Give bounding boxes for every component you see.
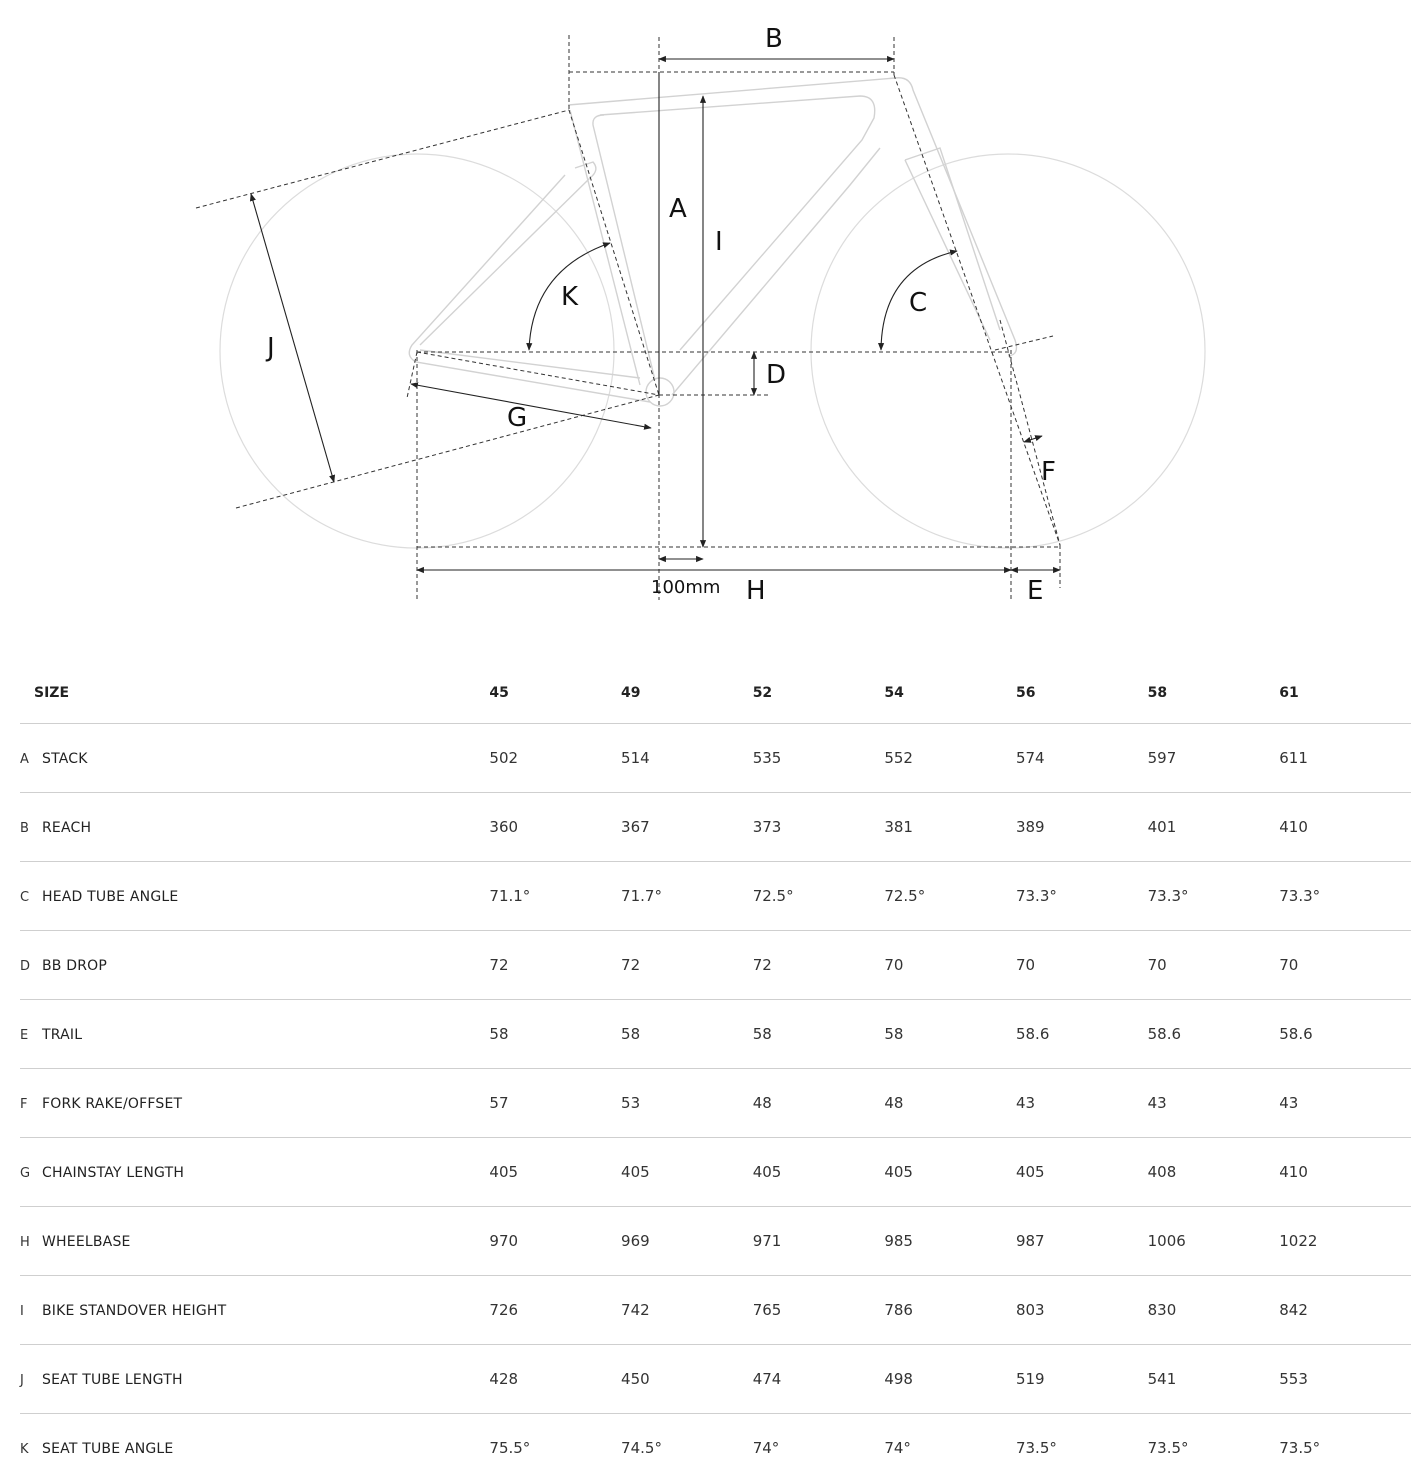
table-cell: 43 <box>1016 1069 1148 1138</box>
table-cell: 58.6 <box>1148 1000 1280 1069</box>
table-cell: 803 <box>1016 1276 1148 1345</box>
label-d: D <box>766 360 787 390</box>
label-f: F <box>1041 457 1056 487</box>
table-cell: 726 <box>489 1276 621 1345</box>
table-cell: 405 <box>489 1138 621 1207</box>
bike-frame <box>409 78 1016 406</box>
label-k: K <box>561 282 579 312</box>
table-cell: 53 <box>621 1069 753 1138</box>
table-cell: 410 <box>1279 793 1411 862</box>
table-cell: 73.5° <box>1015 1439 1057 1457</box>
table-cell: 535 <box>753 724 885 793</box>
table-cell: 373 <box>753 793 885 862</box>
row-letter: I <box>20 1304 24 1319</box>
offset-note: 100mm <box>651 577 721 598</box>
table-cell: 70 <box>1016 931 1148 1000</box>
table-cell: 389 <box>1016 793 1148 862</box>
label-a: A <box>669 194 687 224</box>
table-cell: 367 <box>621 793 753 862</box>
table-cell: 842 <box>1279 1276 1411 1345</box>
row-label <box>20 862 489 931</box>
size-col-header: 56 <box>1016 662 1148 724</box>
table-cell: 765 <box>753 1276 885 1345</box>
row-label <box>20 793 489 862</box>
table-row <box>20 931 1411 1000</box>
label-g: G <box>507 403 528 433</box>
row-letter: G <box>20 1166 31 1181</box>
table-cell: 74° <box>884 1439 911 1457</box>
row-name: SEAT TUBE LENGTH <box>42 1372 183 1388</box>
table-row <box>20 862 1411 931</box>
table-cell: 541 <box>1148 1345 1280 1414</box>
table-cell: 71.7° <box>621 862 753 931</box>
table-cell: 597 <box>1148 724 1280 793</box>
size-col-header: 61 <box>1279 662 1411 724</box>
row-name: BB DROP <box>42 958 108 974</box>
table-cell: 58.6 <box>1016 1000 1148 1069</box>
table-cell: 72 <box>753 931 885 1000</box>
table-cell: 830 <box>1148 1276 1280 1345</box>
table-cell: 969 <box>621 1207 753 1276</box>
table-cell: 58 <box>621 1000 753 1069</box>
table-row <box>20 1414 1411 1482</box>
table-cell: 72 <box>489 931 621 1000</box>
row-name: TRAIL <box>42 1027 83 1043</box>
row-letter: E <box>20 1028 29 1043</box>
row-letter: A <box>20 752 29 767</box>
table-cell: 72.5° <box>753 862 885 931</box>
row-letter: H <box>20 1235 30 1250</box>
table-cell: 450 <box>621 1345 753 1414</box>
geometry-table-body <box>20 724 1411 1482</box>
row-name: HEAD TUBE ANGLE <box>42 889 179 905</box>
table-cell: 553 <box>1279 1345 1411 1414</box>
row-label <box>20 1414 489 1482</box>
size-col-header: 52 <box>753 662 885 724</box>
dimension-lines <box>196 35 1060 600</box>
table-cell: 74° <box>752 1439 780 1457</box>
table-cell: 75.5° <box>489 1439 531 1457</box>
table-cell: 70 <box>884 931 1016 1000</box>
label-b: B <box>765 24 783 54</box>
table-cell: 73.5° <box>1279 1439 1321 1457</box>
row-name: REACH <box>42 820 92 836</box>
row-letter: B <box>20 821 29 836</box>
table-cell: 401 <box>1148 793 1280 862</box>
table-cell: 408 <box>1148 1138 1280 1207</box>
table-cell: 43 <box>1148 1069 1280 1138</box>
size-header-row <box>20 662 1411 724</box>
geometry-table <box>20 662 1411 1482</box>
table-cell: 72 <box>621 931 753 1000</box>
front-wheel <box>811 154 1205 548</box>
row-label <box>20 1138 489 1207</box>
table-cell: 48 <box>884 1069 1016 1138</box>
row-label <box>20 724 489 793</box>
table-cell: 552 <box>884 724 1016 793</box>
label-i: I <box>715 227 723 257</box>
table-cell: 73.3° <box>1148 862 1280 931</box>
table-row <box>20 1000 1411 1069</box>
label-e: E <box>1027 576 1044 606</box>
table-cell: 360 <box>489 793 621 862</box>
table-cell: 410 <box>1279 1138 1411 1207</box>
row-label <box>20 1207 489 1276</box>
row-letter: K <box>20 1442 29 1457</box>
table-cell: 498 <box>884 1345 1016 1414</box>
table-row <box>20 1069 1411 1138</box>
row-letter: J <box>20 1373 24 1388</box>
table-cell: 58 <box>753 1000 885 1069</box>
table-cell: 48 <box>753 1069 885 1138</box>
table-cell: 1022 <box>1279 1207 1411 1276</box>
label-j: J <box>267 333 275 363</box>
table-cell: 502 <box>489 724 621 793</box>
table-cell: 574 <box>1016 724 1148 793</box>
table-cell: 43 <box>1279 1069 1411 1138</box>
size-header: SIZE <box>20 662 489 724</box>
table-cell: 58 <box>489 1000 621 1069</box>
table-cell: 514 <box>621 724 753 793</box>
row-label <box>20 1276 489 1345</box>
size-col-header: 58 <box>1148 662 1280 724</box>
row-label <box>20 1069 489 1138</box>
table-cell: 970 <box>489 1207 621 1276</box>
row-name: SEAT TUBE ANGLE <box>42 1441 174 1457</box>
label-c: C <box>909 288 928 318</box>
table-cell: 474 <box>753 1345 885 1414</box>
table-cell: 519 <box>1016 1345 1148 1414</box>
row-name: STACK <box>42 751 88 767</box>
table-cell: 742 <box>621 1276 753 1345</box>
bike-geometry-diagram <box>0 0 1411 640</box>
size-col-header: 54 <box>884 662 1016 724</box>
table-cell: 73.3° <box>1016 862 1148 931</box>
table-cell: 58.6 <box>1279 1000 1411 1069</box>
table-row <box>20 1345 1411 1414</box>
table-cell: 405 <box>753 1138 885 1207</box>
table-cell: 428 <box>489 1345 621 1414</box>
table-row <box>20 724 1411 793</box>
table-cell: 611 <box>1279 724 1411 793</box>
table-cell: 70 <box>1148 931 1280 1000</box>
row-letter: C <box>20 890 30 905</box>
row-label <box>20 1345 489 1414</box>
table-cell: 58 <box>884 1000 1016 1069</box>
table-cell: 405 <box>621 1138 753 1207</box>
label-h: H <box>746 576 766 606</box>
table-cell: 73.5° <box>1147 1439 1189 1457</box>
row-name: WHEELBASE <box>42 1234 131 1250</box>
table-cell: 987 <box>1016 1207 1148 1276</box>
table-row <box>20 1138 1411 1207</box>
row-label <box>20 1000 489 1069</box>
table-row <box>20 1276 1411 1345</box>
row-letter: F <box>20 1097 28 1112</box>
table-cell: 73.3° <box>1279 862 1411 931</box>
size-col-header: 49 <box>621 662 753 724</box>
table-cell: 405 <box>884 1138 1016 1207</box>
table-row <box>20 1207 1411 1276</box>
row-name: CHAINSTAY LENGTH <box>42 1165 185 1181</box>
table-row <box>20 793 1411 862</box>
table-cell: 786 <box>884 1276 1016 1345</box>
table-cell: 72.5° <box>884 862 1016 931</box>
table-cell: 1006 <box>1148 1207 1280 1276</box>
table-cell: 57 <box>489 1069 621 1138</box>
table-cell: 70 <box>1279 931 1411 1000</box>
row-name: BIKE STANDOVER HEIGHT <box>42 1303 227 1319</box>
table-cell: 71.1° <box>489 862 621 931</box>
row-letter: D <box>20 959 31 974</box>
table-cell: 381 <box>884 793 1016 862</box>
table-cell: 405 <box>1016 1138 1148 1207</box>
row-label <box>20 931 489 1000</box>
table-cell: 971 <box>753 1207 885 1276</box>
row-name: FORK RAKE/OFFSET <box>42 1096 183 1112</box>
size-col-header: 45 <box>489 662 621 724</box>
table-cell: 74.5° <box>621 1439 662 1457</box>
table-cell: 985 <box>884 1207 1016 1276</box>
